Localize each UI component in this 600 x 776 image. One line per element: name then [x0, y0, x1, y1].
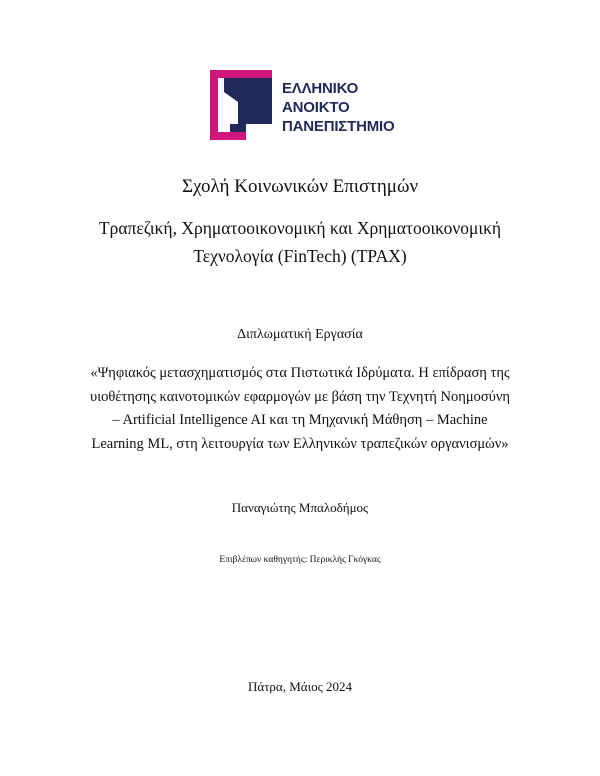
- thesis-type: Διπλωματική Εργασία: [237, 327, 363, 342]
- thesis-title-line-2: υιοθέτησης καινοτομικών εφαρμογών με βάση την Τεχνητή Νοημοσύνη: [90, 388, 510, 405]
- thesis-title-line-3: – Artificial Intelligence AI και τη Μηχανική Μάθηση – Machine: [112, 412, 488, 428]
- author-name: Παναγιώτης Μπαλοδήμος: [231, 500, 369, 515]
- school-name: Σχολή Κοινωνικών Επιστημών: [181, 176, 419, 197]
- university-logo: [210, 70, 400, 140]
- logo-line-3: ΠΑΝΕΠΙΣΤΗΜΙΟ: [282, 118, 395, 135]
- program-line-1: Τραπεζική, Χρηματοοικονομική και Χρηματοοικονομική: [98, 218, 502, 238]
- logo-line-1: ΕΛΛΗΝΙΚΟ: [282, 80, 359, 97]
- program-line-2: Τεχνολογία (FinTech) (ΤΡΑΧ): [193, 246, 407, 266]
- logo-wordmark: [282, 79, 394, 136]
- program-name: [40, 214, 560, 270]
- thesis-title-line-1: «Ψηφιακός μετασχηματισμός στα Πιστωτικά Ιδρύματα. Η επίδραση της: [90, 365, 510, 381]
- thesis-title-line-4: Learning ML, στη λειτουργία των Ελληνικών τραπεζικών οργανισμών»: [91, 435, 509, 452]
- logo-emblem-icon: [210, 70, 280, 140]
- thesis-title: [60, 362, 540, 456]
- place-date: Πάτρα, Μάιος 2024: [248, 679, 352, 694]
- logo-line-2: ΑΝΟΙΚΤΟ: [282, 99, 350, 116]
- supervisor: Επιβλέπων καθηγητής: Περικλής Γκόγκας: [219, 555, 381, 565]
